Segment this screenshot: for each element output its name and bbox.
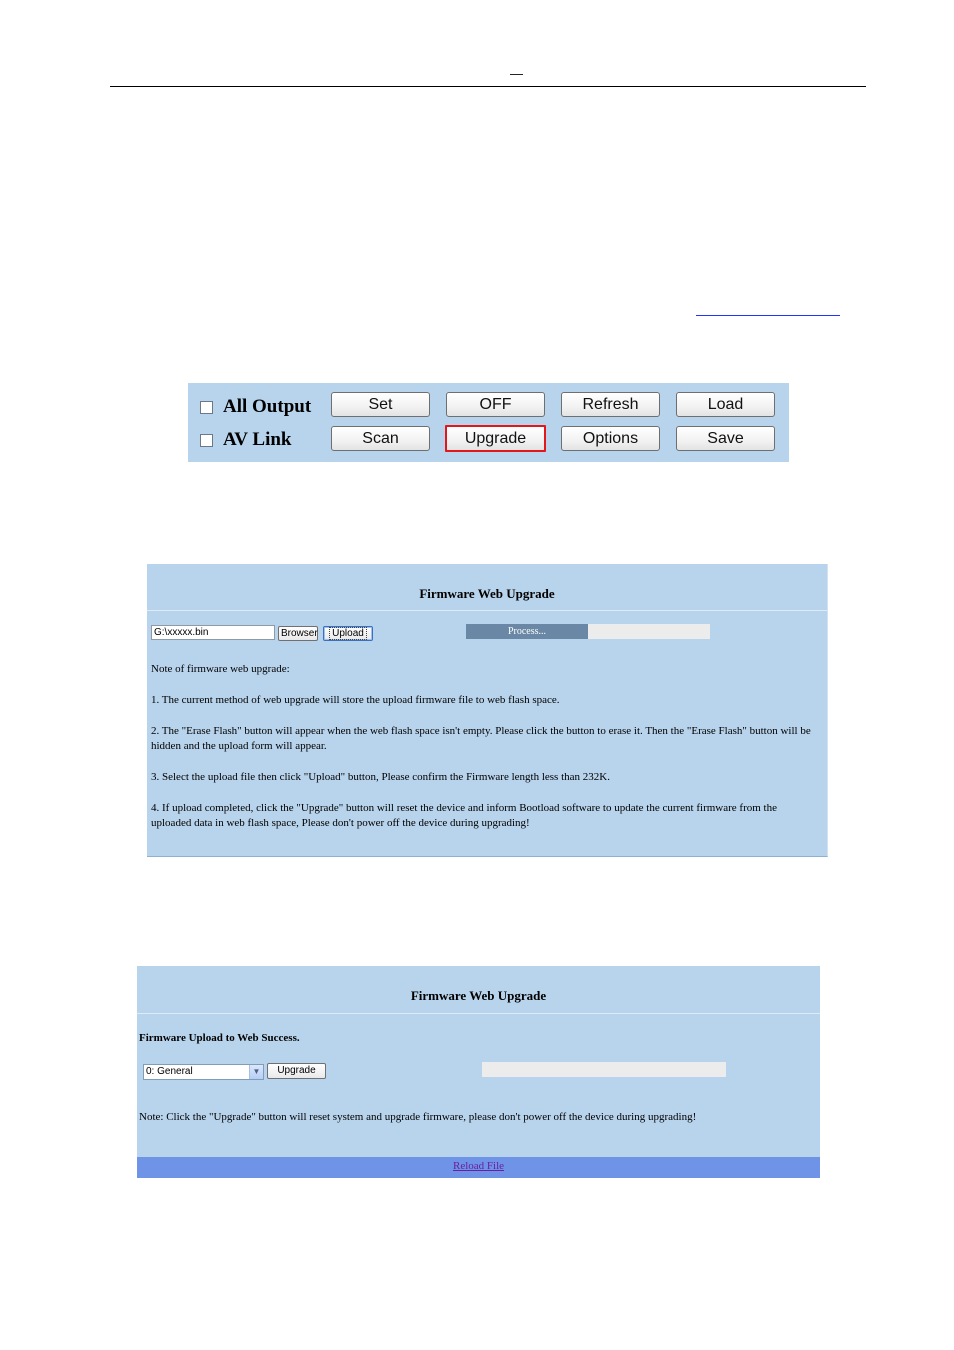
header-rule bbox=[110, 86, 866, 87]
footer-bar bbox=[137, 1157, 820, 1178]
upload-progress-bar bbox=[466, 624, 710, 639]
upload-button-label: Upload bbox=[329, 627, 367, 640]
av-link-checkbox[interactable] bbox=[200, 434, 213, 447]
firmware-type-value: 0: General bbox=[146, 1066, 193, 1077]
upgrade-panel-divider bbox=[137, 1013, 820, 1014]
upload-button[interactable] bbox=[323, 626, 373, 641]
firmware-upload-panel bbox=[147, 564, 828, 857]
upgrade-note: Note: Click the "Upgrade" button will reset system and upgrade firmware, please don't power off the device during upgrading! bbox=[139, 1111, 697, 1123]
control-panel bbox=[188, 383, 789, 462]
upload-success-status: Firmware Upload to Web Success. bbox=[139, 1032, 300, 1044]
upload-panel-title: Firmware Web Upgrade bbox=[419, 586, 555, 601]
upgrade-progress-bar bbox=[482, 1062, 726, 1077]
all-output-checkbox[interactable] bbox=[200, 401, 213, 414]
set-button[interactable]: Set bbox=[331, 392, 430, 417]
av-link-label: AV Link bbox=[223, 429, 292, 450]
options-button[interactable]: Options bbox=[561, 426, 660, 451]
load-button[interactable]: Load bbox=[676, 392, 775, 417]
refresh-button[interactable]: Refresh bbox=[561, 392, 660, 417]
header-mark: — bbox=[510, 66, 523, 81]
browser-button[interactable]: Browser bbox=[278, 626, 318, 641]
upgrade-panel-title: Firmware Web Upgrade bbox=[410, 988, 547, 1003]
firmware-upgrade-panel bbox=[137, 966, 820, 1178]
save-button[interactable]: Save bbox=[676, 426, 775, 451]
all-output-label: All Output bbox=[223, 396, 312, 417]
off-button[interactable]: OFF bbox=[446, 392, 545, 417]
upload-panel-divider bbox=[147, 610, 827, 611]
note-heading: Note of firmware web upgrade: bbox=[151, 663, 290, 675]
file-path-field[interactable]: G:\xxxxx.bin bbox=[151, 625, 275, 640]
reload-file-link[interactable]: Reload File bbox=[452, 1160, 505, 1172]
chevron-down-icon[interactable]: ▼ bbox=[249, 1065, 263, 1079]
upgrade-button[interactable]: Upgrade bbox=[445, 425, 546, 452]
note-item-1: 1. The current method of web upgrade will store the upload firmware file to web flash space. bbox=[151, 694, 560, 706]
upload-progress-fill: Process... bbox=[466, 624, 588, 639]
hyperlink-underline[interactable] bbox=[696, 315, 840, 316]
firmware-type-select[interactable] bbox=[143, 1064, 264, 1080]
note-item-4: 4. If upload completed, click the "Upgrade" button will reset the device and inform Bootload software to update the current firmware from the uploaded data in web flash space, Please don't power off the device during upgrading! bbox=[151, 802, 777, 829]
upgrade-firmware-button[interactable]: Upgrade bbox=[267, 1063, 326, 1079]
note-item-3: 3. Select the upload file then click "Upload" button, Please confirm the Firmware length less than 232K. bbox=[151, 771, 610, 783]
note-item-2: 2. The "Erase Flash" button will appear when the web flash space isn't empty. Please click the button to erase it. Then the "Erase Flash" button will be hidden and the upload form will appear. bbox=[151, 725, 811, 752]
scan-button[interactable]: Scan bbox=[331, 426, 430, 451]
